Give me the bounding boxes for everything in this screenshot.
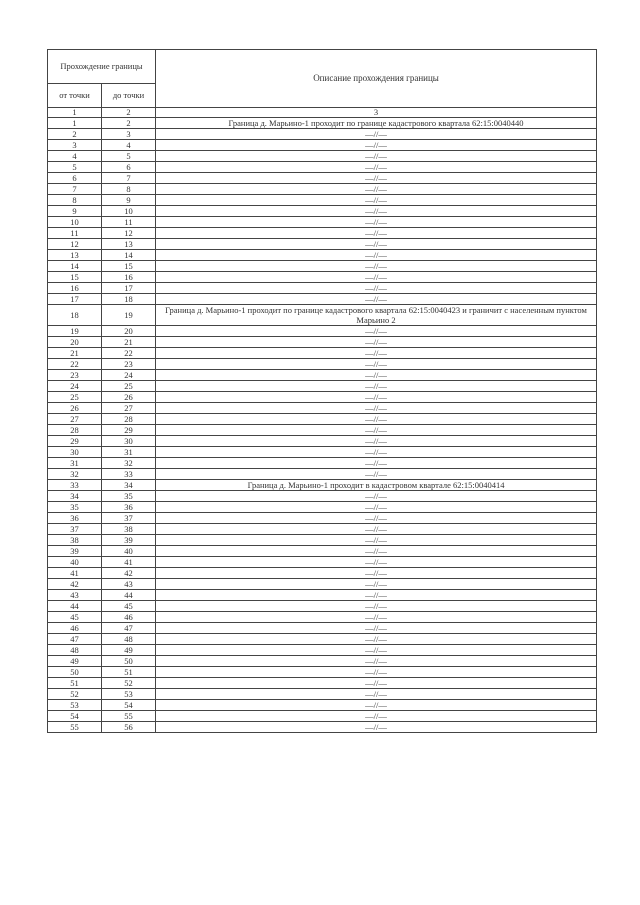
from-point-cell: 55 — [48, 722, 102, 733]
table-row — [48, 711, 597, 722]
description-cell: —//— — [156, 678, 597, 689]
table-row — [48, 195, 597, 206]
from-point-cell: 5 — [48, 162, 102, 173]
description-cell: —//— — [156, 524, 597, 535]
from-point-cell: 10 — [48, 217, 102, 228]
table-row — [48, 612, 597, 623]
description-cell: —//— — [156, 162, 597, 173]
description-cell: —//— — [156, 272, 597, 283]
from-point-cell: 8 — [48, 195, 102, 206]
table-row — [48, 129, 597, 140]
description-cell: —//— — [156, 590, 597, 601]
description-cell: —//— — [156, 261, 597, 272]
table-row — [48, 173, 597, 184]
description-cell: —//— — [156, 623, 597, 634]
description-cell: —//— — [156, 294, 597, 305]
table-row — [48, 601, 597, 612]
from-point-cell: 14 — [48, 261, 102, 272]
to-point-cell: 51 — [102, 667, 156, 678]
table-row — [48, 447, 597, 458]
table-row — [48, 458, 597, 469]
to-point-cell: 37 — [102, 513, 156, 524]
description-cell: —//— — [156, 184, 597, 195]
table-row — [48, 568, 597, 579]
description-cell: —//— — [156, 689, 597, 700]
table-row — [48, 557, 597, 568]
to-point-cell: 28 — [102, 414, 156, 425]
from-point-cell: 18 — [48, 305, 102, 326]
from-point-cell: 12 — [48, 239, 102, 250]
table-row — [48, 700, 597, 711]
to-point-cell: 20 — [102, 326, 156, 337]
table-row — [48, 491, 597, 502]
table-row — [48, 403, 597, 414]
table-header — [48, 50, 597, 118]
to-point-cell: 47 — [102, 623, 156, 634]
description-cell: —//— — [156, 403, 597, 414]
description-cell: —//— — [156, 469, 597, 480]
to-point-cell: 19 — [102, 305, 156, 326]
description-cell: —//— — [156, 217, 597, 228]
from-point-cell: 1 — [48, 118, 102, 129]
description-cell: —//— — [156, 283, 597, 294]
table-row — [48, 151, 597, 162]
from-point-cell: 50 — [48, 667, 102, 678]
column-number: 3 — [156, 108, 597, 118]
from-point-cell: 54 — [48, 711, 102, 722]
table-row — [48, 634, 597, 645]
from-point-cell: 46 — [48, 623, 102, 634]
table-row — [48, 283, 597, 294]
from-point-cell: 4 — [48, 151, 102, 162]
to-point-cell: 4 — [102, 140, 156, 151]
to-point-cell: 26 — [102, 392, 156, 403]
to-point-cell: 33 — [102, 469, 156, 480]
table-row — [48, 359, 597, 370]
to-point-cell: 13 — [102, 239, 156, 250]
to-point-cell: 27 — [102, 403, 156, 414]
column-number: 1 — [48, 108, 102, 118]
from-point-cell: 42 — [48, 579, 102, 590]
table-row — [48, 524, 597, 535]
to-point-cell: 17 — [102, 283, 156, 294]
table-row — [48, 162, 597, 173]
description-cell: —//— — [156, 722, 597, 733]
to-point-cell: 3 — [102, 129, 156, 140]
description-cell: —//— — [156, 667, 597, 678]
table-row — [48, 206, 597, 217]
description-cell: —//— — [156, 173, 597, 184]
description-cell: —//— — [156, 568, 597, 579]
from-point-cell: 32 — [48, 469, 102, 480]
table-row — [48, 656, 597, 667]
passage-group-header: Прохождение границы — [48, 50, 156, 84]
from-point-cell: 31 — [48, 458, 102, 469]
description-cell: —//— — [156, 326, 597, 337]
to-point-cell: 2 — [102, 118, 156, 129]
description-cell: —//— — [156, 656, 597, 667]
table-row — [48, 305, 597, 326]
to-point-cell: 35 — [102, 491, 156, 502]
table-row — [48, 348, 597, 359]
description-cell: Граница д. Марьино-1 проходит по границе кадастрового квартала 62:15:0040440 — [156, 118, 597, 129]
table-row — [48, 294, 597, 305]
description-cell: —//— — [156, 447, 597, 458]
description-cell: —//— — [156, 700, 597, 711]
description-cell: —//— — [156, 392, 597, 403]
to-point-cell: 29 — [102, 425, 156, 436]
from-point-cell: 52 — [48, 689, 102, 700]
to-point-cell: 43 — [102, 579, 156, 590]
description-cell: —//— — [156, 557, 597, 568]
to-point-cell: 6 — [102, 162, 156, 173]
to-point-cell: 21 — [102, 337, 156, 348]
to-point-header: до точки — [102, 84, 156, 108]
table-row — [48, 436, 597, 447]
from-point-cell: 22 — [48, 359, 102, 370]
table-row — [48, 392, 597, 403]
from-point-cell: 36 — [48, 513, 102, 524]
description-cell: —//— — [156, 370, 597, 381]
from-point-cell: 27 — [48, 414, 102, 425]
column-number: 2 — [102, 108, 156, 118]
to-point-cell: 12 — [102, 228, 156, 239]
description-cell: —//— — [156, 129, 597, 140]
to-point-cell: 38 — [102, 524, 156, 535]
to-point-cell: 10 — [102, 206, 156, 217]
from-point-cell: 51 — [48, 678, 102, 689]
from-point-cell: 45 — [48, 612, 102, 623]
description-cell: —//— — [156, 381, 597, 392]
to-point-cell: 52 — [102, 678, 156, 689]
from-point-cell: 19 — [48, 326, 102, 337]
from-point-cell: 29 — [48, 436, 102, 447]
description-cell: —//— — [156, 491, 597, 502]
boundary-table — [47, 49, 597, 733]
description-cell: —//— — [156, 711, 597, 722]
table-row — [48, 228, 597, 239]
to-point-cell: 7 — [102, 173, 156, 184]
to-point-cell: 54 — [102, 700, 156, 711]
from-point-cell: 28 — [48, 425, 102, 436]
description-cell: —//— — [156, 513, 597, 524]
description-cell: —//— — [156, 195, 597, 206]
table-row — [48, 480, 597, 491]
from-point-cell: 13 — [48, 250, 102, 261]
from-point-cell: 23 — [48, 370, 102, 381]
description-cell: —//— — [156, 348, 597, 359]
from-point-cell: 20 — [48, 337, 102, 348]
table-row — [48, 184, 597, 195]
from-point-cell: 48 — [48, 645, 102, 656]
description-cell: —//— — [156, 535, 597, 546]
from-point-cell: 21 — [48, 348, 102, 359]
table-row — [48, 645, 597, 656]
table-row — [48, 326, 597, 337]
to-point-cell: 46 — [102, 612, 156, 623]
from-point-cell: 11 — [48, 228, 102, 239]
from-point-cell: 24 — [48, 381, 102, 392]
from-point-cell: 15 — [48, 272, 102, 283]
from-point-cell: 40 — [48, 557, 102, 568]
to-point-cell: 34 — [102, 480, 156, 491]
from-point-cell: 26 — [48, 403, 102, 414]
description-cell: Граница д. Марьино-1 проходит в кадастровом квартале 62:15:0040414 — [156, 480, 597, 491]
table-row — [48, 239, 597, 250]
description-cell: —//— — [156, 579, 597, 590]
description-cell: Граница д. Марьино-1 проходит по границе кадастрового квартала 62:15:0040423 и граничит с населенным пунктом Марьино 2 — [156, 305, 597, 326]
to-point-cell: 15 — [102, 261, 156, 272]
description-cell: —//— — [156, 359, 597, 370]
table-row — [48, 502, 597, 513]
to-point-cell: 45 — [102, 601, 156, 612]
to-point-cell: 32 — [102, 458, 156, 469]
from-point-cell: 25 — [48, 392, 102, 403]
from-point-cell: 34 — [48, 491, 102, 502]
to-point-cell: 40 — [102, 546, 156, 557]
from-point-cell: 33 — [48, 480, 102, 491]
to-point-cell: 36 — [102, 502, 156, 513]
description-cell: —//— — [156, 206, 597, 217]
description-cell: —//— — [156, 228, 597, 239]
table-row — [48, 217, 597, 228]
table-row — [48, 722, 597, 733]
description-cell: —//— — [156, 239, 597, 250]
to-point-cell: 44 — [102, 590, 156, 601]
table-row — [48, 337, 597, 348]
to-point-cell: 49 — [102, 645, 156, 656]
table-row — [48, 261, 597, 272]
from-point-cell: 41 — [48, 568, 102, 579]
table-row — [48, 689, 597, 700]
from-point-cell: 38 — [48, 535, 102, 546]
to-point-cell: 48 — [102, 634, 156, 645]
description-header: Описание прохождения границы — [156, 50, 597, 108]
from-point-cell: 49 — [48, 656, 102, 667]
description-cell: —//— — [156, 436, 597, 447]
table-row — [48, 414, 597, 425]
from-point-cell: 47 — [48, 634, 102, 645]
description-cell: —//— — [156, 250, 597, 261]
table-row — [48, 667, 597, 678]
to-point-cell: 8 — [102, 184, 156, 195]
table-row — [48, 513, 597, 524]
from-point-cell: 6 — [48, 173, 102, 184]
to-point-cell: 31 — [102, 447, 156, 458]
to-point-cell: 18 — [102, 294, 156, 305]
table-body — [48, 118, 597, 733]
to-point-cell: 9 — [102, 195, 156, 206]
to-point-cell: 22 — [102, 348, 156, 359]
table-row — [48, 118, 597, 129]
to-point-cell: 41 — [102, 557, 156, 568]
from-point-cell: 16 — [48, 283, 102, 294]
table-row — [48, 535, 597, 546]
to-point-cell: 50 — [102, 656, 156, 667]
to-point-cell: 23 — [102, 359, 156, 370]
to-point-cell: 53 — [102, 689, 156, 700]
description-cell: —//— — [156, 546, 597, 557]
from-point-header: от точки — [48, 84, 102, 108]
to-point-cell: 11 — [102, 217, 156, 228]
table-row — [48, 623, 597, 634]
description-cell: —//— — [156, 458, 597, 469]
description-cell: —//— — [156, 634, 597, 645]
table-row — [48, 469, 597, 480]
to-point-cell: 39 — [102, 535, 156, 546]
from-point-cell: 9 — [48, 206, 102, 217]
description-cell: —//— — [156, 601, 597, 612]
from-point-cell: 37 — [48, 524, 102, 535]
table-row — [48, 140, 597, 151]
from-point-cell: 2 — [48, 129, 102, 140]
to-point-cell: 30 — [102, 436, 156, 447]
table-row — [48, 425, 597, 436]
from-point-cell: 17 — [48, 294, 102, 305]
table-row — [48, 370, 597, 381]
from-point-cell: 30 — [48, 447, 102, 458]
to-point-cell: 56 — [102, 722, 156, 733]
to-point-cell: 55 — [102, 711, 156, 722]
description-cell: —//— — [156, 645, 597, 656]
description-cell: —//— — [156, 502, 597, 513]
table-row — [48, 381, 597, 392]
description-cell: —//— — [156, 337, 597, 348]
table-row — [48, 250, 597, 261]
table-row — [48, 678, 597, 689]
table-row — [48, 579, 597, 590]
to-point-cell: 25 — [102, 381, 156, 392]
description-cell: —//— — [156, 140, 597, 151]
to-point-cell: 5 — [102, 151, 156, 162]
from-point-cell: 35 — [48, 502, 102, 513]
from-point-cell: 7 — [48, 184, 102, 195]
from-point-cell: 44 — [48, 601, 102, 612]
description-cell: —//— — [156, 414, 597, 425]
to-point-cell: 42 — [102, 568, 156, 579]
to-point-cell: 16 — [102, 272, 156, 283]
from-point-cell: 43 — [48, 590, 102, 601]
from-point-cell: 39 — [48, 546, 102, 557]
description-cell: —//— — [156, 612, 597, 623]
to-point-cell: 24 — [102, 370, 156, 381]
description-cell: —//— — [156, 425, 597, 436]
table-row — [48, 546, 597, 557]
description-cell: —//— — [156, 151, 597, 162]
from-point-cell: 53 — [48, 700, 102, 711]
table-row — [48, 590, 597, 601]
from-point-cell: 3 — [48, 140, 102, 151]
table-row — [48, 272, 597, 283]
to-point-cell: 14 — [102, 250, 156, 261]
